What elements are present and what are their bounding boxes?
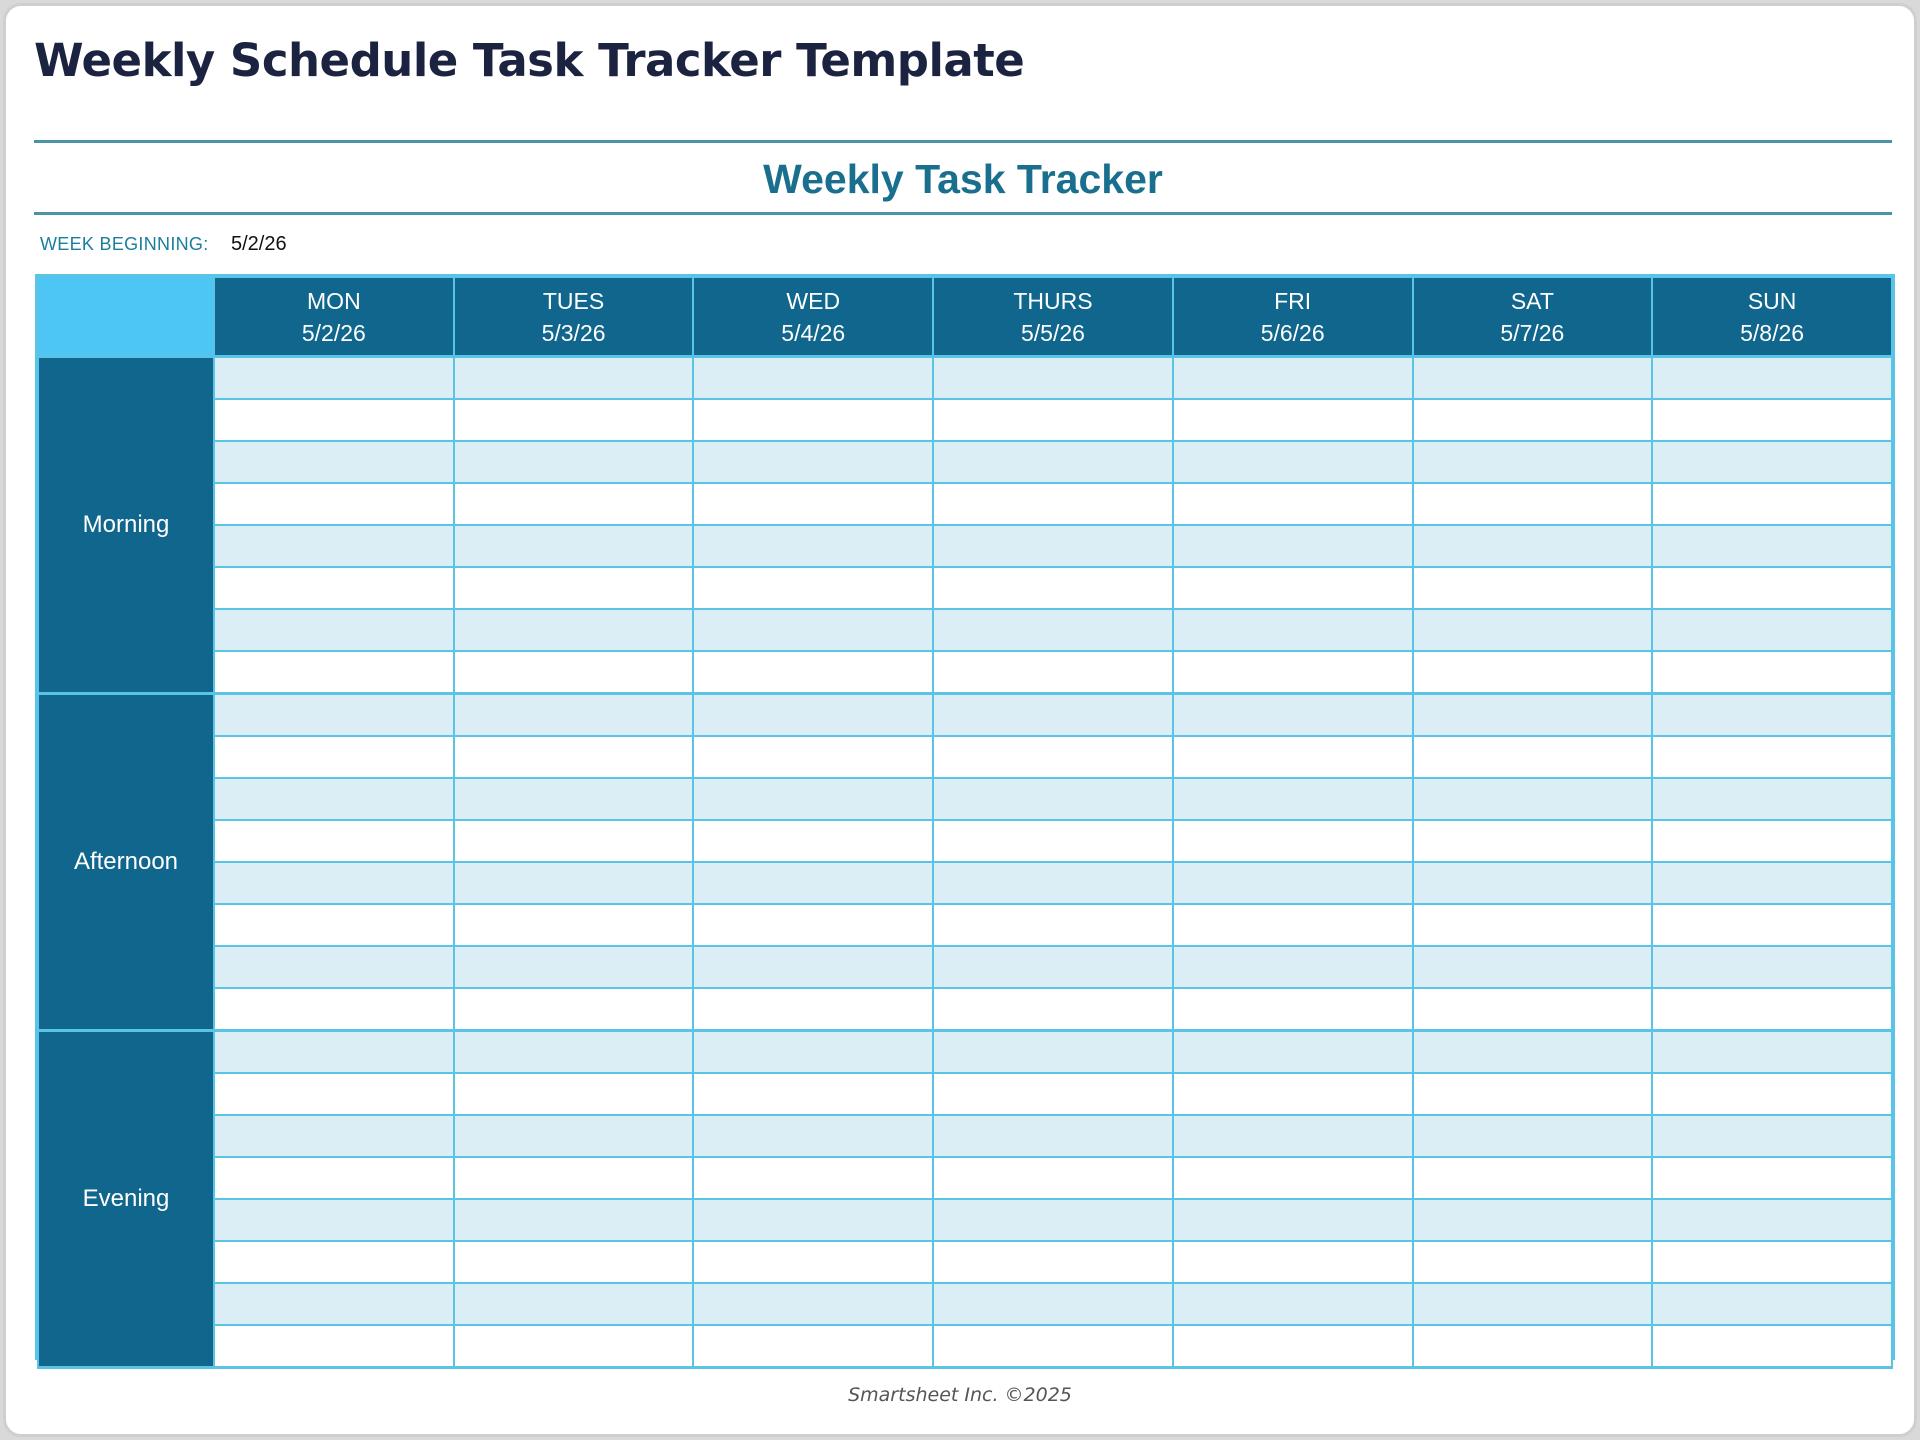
day-name: SAT	[1510, 287, 1554, 314]
day-name: WED	[786, 287, 841, 314]
task-cell-tues[interactable]	[454, 1115, 694, 1157]
task-cell-sun[interactable]	[1652, 1115, 1892, 1157]
task-cell-wed[interactable]	[693, 778, 933, 820]
task-cell-mon[interactable]	[214, 1031, 454, 1074]
task-cell-tues[interactable]	[454, 1325, 694, 1368]
period-label-evening: Evening	[38, 1031, 214, 1368]
task-row	[38, 862, 1892, 904]
task-cell-sat[interactable]	[1413, 567, 1653, 609]
task-cell-wed[interactable]	[693, 736, 933, 778]
day-name: FRI	[1274, 287, 1312, 314]
task-cell-fri[interactable]	[1173, 1283, 1413, 1325]
task-cell-thurs[interactable]	[933, 525, 1173, 567]
task-cell-sat[interactable]	[1413, 778, 1653, 820]
task-cell-thurs[interactable]	[933, 1157, 1173, 1199]
task-row	[38, 904, 1892, 946]
task-row	[38, 1073, 1892, 1115]
task-cell-tues[interactable]	[454, 483, 694, 525]
task-cell-wed[interactable]	[693, 1157, 933, 1199]
task-cell-thurs[interactable]	[933, 778, 1173, 820]
task-cell-sun[interactable]	[1652, 694, 1892, 737]
task-cell-thurs[interactable]	[933, 399, 1173, 441]
task-row	[38, 441, 1892, 483]
task-cell-tues[interactable]	[454, 399, 694, 441]
task-table-body	[38, 357, 1892, 1368]
task-cell-tues[interactable]	[454, 988, 694, 1031]
title-rule-bottom	[34, 212, 1892, 215]
task-cell-wed[interactable]	[693, 1325, 933, 1368]
task-cell-fri[interactable]	[1173, 1199, 1413, 1241]
task-cell-fri[interactable]	[1173, 1241, 1413, 1283]
task-cell-tues[interactable]	[454, 651, 694, 694]
task-cell-thurs[interactable]	[933, 567, 1173, 609]
task-cell-sun[interactable]	[1652, 357, 1892, 400]
task-cell-tues[interactable]	[454, 357, 694, 400]
task-cell-fri[interactable]	[1173, 483, 1413, 525]
task-cell-thurs[interactable]	[933, 820, 1173, 862]
task-cell-fri[interactable]	[1173, 525, 1413, 567]
task-cell-fri[interactable]	[1173, 1115, 1413, 1157]
task-cell-sat[interactable]	[1413, 694, 1653, 737]
task-cell-mon[interactable]	[214, 1157, 454, 1199]
task-cell-thurs[interactable]	[933, 1283, 1173, 1325]
task-cell-fri[interactable]	[1173, 778, 1413, 820]
task-cell-sat[interactable]	[1413, 988, 1653, 1031]
task-cell-sat[interactable]	[1413, 441, 1653, 483]
task-cell-fri[interactable]	[1173, 357, 1413, 400]
day-header-sat	[1413, 277, 1653, 357]
task-cell-tues[interactable]	[454, 609, 694, 651]
task-cell-wed[interactable]	[693, 1283, 933, 1325]
task-cell-mon[interactable]	[214, 399, 454, 441]
task-cell-mon[interactable]	[214, 946, 454, 988]
week-beginning-value[interactable]: 5/2/26	[230, 233, 287, 255]
task-cell-mon[interactable]	[214, 862, 454, 904]
task-cell-sat[interactable]	[1413, 820, 1653, 862]
task-cell-mon[interactable]	[214, 1283, 454, 1325]
task-cell-mon[interactable]	[214, 736, 454, 778]
task-cell-thurs[interactable]	[933, 1073, 1173, 1115]
day-date: 5/7/26	[1500, 319, 1565, 346]
task-cell-wed[interactable]	[693, 862, 933, 904]
task-cell-wed[interactable]	[693, 946, 933, 988]
task-cell-tues[interactable]	[454, 946, 694, 988]
task-cell-sat[interactable]	[1413, 1325, 1653, 1368]
task-cell-mon[interactable]	[214, 1115, 454, 1157]
day-date: 5/8/26	[1740, 319, 1805, 346]
task-cell-tues[interactable]	[454, 1073, 694, 1115]
day-date: 5/5/26	[1020, 319, 1085, 346]
header-corner	[38, 277, 214, 357]
day-date: 5/6/26	[1260, 319, 1325, 346]
task-row	[38, 820, 1892, 862]
task-cell-tues[interactable]	[454, 736, 694, 778]
task-cell-sat[interactable]	[1413, 483, 1653, 525]
task-cell-fri[interactable]	[1173, 862, 1413, 904]
task-cell-tues[interactable]	[454, 778, 694, 820]
task-cell-fri[interactable]	[1173, 441, 1413, 483]
task-cell-sat[interactable]	[1413, 904, 1653, 946]
title-rule-top	[34, 140, 1892, 143]
task-cell-fri[interactable]	[1173, 651, 1413, 694]
task-cell-sun[interactable]	[1652, 736, 1892, 778]
task-cell-mon[interactable]	[214, 820, 454, 862]
day-header-mon	[214, 277, 454, 357]
task-cell-tues[interactable]	[454, 1241, 694, 1283]
day-header-row	[38, 277, 1892, 357]
task-row	[38, 988, 1892, 1031]
day-name: SUN	[1747, 287, 1797, 314]
task-cell-mon[interactable]	[214, 1073, 454, 1115]
task-cell-mon[interactable]	[214, 904, 454, 946]
tracker-title: Weekly Task Tracker	[763, 156, 1163, 202]
document-title: Weekly Schedule Task Tracker Template	[34, 34, 1025, 87]
task-cell-wed[interactable]	[693, 357, 933, 400]
day-name: TUES	[542, 287, 605, 314]
task-row	[38, 357, 1892, 400]
task-cell-sun[interactable]	[1652, 1241, 1892, 1283]
task-cell-wed[interactable]	[693, 1241, 933, 1283]
task-row	[38, 567, 1892, 609]
task-cell-sat[interactable]	[1413, 1199, 1653, 1241]
task-cell-sun[interactable]	[1652, 820, 1892, 862]
template-page	[3, 3, 1917, 1437]
task-cell-wed[interactable]	[693, 1115, 933, 1157]
task-cell-thurs[interactable]	[933, 441, 1173, 483]
task-cell-tues[interactable]	[454, 1199, 694, 1241]
task-cell-thurs[interactable]	[933, 651, 1173, 694]
day-header-fri	[1173, 277, 1413, 357]
task-cell-thurs[interactable]	[933, 483, 1173, 525]
day-name: THURS	[1013, 287, 1093, 314]
task-cell-sun[interactable]	[1652, 1199, 1892, 1241]
task-cell-tues[interactable]	[454, 904, 694, 946]
task-cell-wed[interactable]	[693, 567, 933, 609]
task-cell-thurs[interactable]	[933, 862, 1173, 904]
task-cell-thurs[interactable]	[933, 1031, 1173, 1074]
task-cell-tues[interactable]	[454, 525, 694, 567]
task-cell-fri[interactable]	[1173, 820, 1413, 862]
task-cell-tues[interactable]	[454, 1157, 694, 1199]
task-row	[38, 1199, 1892, 1241]
task-cell-mon[interactable]	[214, 525, 454, 567]
task-cell-fri[interactable]	[1173, 1157, 1413, 1199]
task-cell-tues[interactable]	[454, 1283, 694, 1325]
task-cell-thurs[interactable]	[933, 1115, 1173, 1157]
task-cell-fri[interactable]	[1173, 736, 1413, 778]
task-cell-wed[interactable]	[693, 820, 933, 862]
task-cell-fri[interactable]	[1173, 567, 1413, 609]
task-cell-mon[interactable]	[214, 988, 454, 1031]
task-row	[38, 525, 1892, 567]
period-label-afternoon: Afternoon	[38, 694, 214, 1031]
task-cell-wed[interactable]	[693, 525, 933, 567]
task-cell-sun[interactable]	[1652, 988, 1892, 1031]
task-cell-sun[interactable]	[1652, 862, 1892, 904]
task-cell-sun[interactable]	[1652, 609, 1892, 651]
task-cell-mon[interactable]	[214, 567, 454, 609]
task-cell-wed[interactable]	[693, 694, 933, 737]
task-cell-sun[interactable]	[1652, 1325, 1892, 1368]
day-header-wed	[693, 277, 933, 357]
task-cell-sun[interactable]	[1652, 1283, 1892, 1325]
task-cell-thurs[interactable]	[933, 1325, 1173, 1368]
task-cell-thurs[interactable]	[933, 1199, 1173, 1241]
task-cell-thurs[interactable]	[933, 1241, 1173, 1283]
task-cell-wed[interactable]	[693, 904, 933, 946]
day-date: 5/3/26	[541, 319, 606, 346]
task-cell-wed[interactable]	[693, 988, 933, 1031]
task-cell-thurs[interactable]	[933, 946, 1173, 988]
task-row	[38, 1325, 1892, 1368]
task-cell-fri[interactable]	[1173, 1073, 1413, 1115]
task-cell-sun[interactable]	[1652, 483, 1892, 525]
day-name: MON	[307, 287, 361, 314]
task-cell-fri[interactable]	[1173, 1031, 1413, 1074]
task-row	[38, 736, 1892, 778]
task-row	[38, 778, 1892, 820]
task-cell-sat[interactable]	[1413, 1115, 1653, 1157]
footer-copyright: Smartsheet Inc. ©2025	[848, 1384, 1072, 1406]
task-cell-sat[interactable]	[1413, 862, 1653, 904]
task-cell-sun[interactable]	[1652, 525, 1892, 567]
task-cell-tues[interactable]	[454, 1031, 694, 1074]
task-row	[38, 946, 1892, 988]
task-row	[38, 1031, 1892, 1074]
task-cell-fri[interactable]	[1173, 609, 1413, 651]
task-cell-mon[interactable]	[214, 1325, 454, 1368]
task-cell-mon[interactable]	[214, 778, 454, 820]
task-cell-sat[interactable]	[1413, 525, 1653, 567]
task-cell-mon[interactable]	[214, 1199, 454, 1241]
week-beginning-row	[40, 233, 287, 256]
task-cell-mon[interactable]	[214, 609, 454, 651]
task-cell-sun[interactable]	[1652, 946, 1892, 988]
task-cell-wed[interactable]	[693, 483, 933, 525]
task-cell-tues[interactable]	[454, 567, 694, 609]
task-cell-sat[interactable]	[1413, 1283, 1653, 1325]
task-cell-thurs[interactable]	[933, 357, 1173, 400]
task-cell-wed[interactable]	[693, 609, 933, 651]
task-cell-sat[interactable]	[1413, 399, 1653, 441]
week-beginning-label: WEEK BEGINNING:	[40, 234, 209, 254]
task-cell-wed[interactable]	[693, 1073, 933, 1115]
task-row	[38, 609, 1892, 651]
task-cell-tues[interactable]	[454, 694, 694, 737]
task-cell-wed[interactable]	[693, 441, 933, 483]
task-cell-tues[interactable]	[454, 441, 694, 483]
task-cell-sun[interactable]	[1652, 441, 1892, 483]
task-cell-sun[interactable]	[1652, 651, 1892, 694]
task-cell-thurs[interactable]	[933, 694, 1173, 737]
task-cell-fri[interactable]	[1173, 694, 1413, 737]
task-cell-fri[interactable]	[1173, 946, 1413, 988]
task-cell-fri[interactable]	[1173, 399, 1413, 441]
day-header-sun	[1652, 277, 1892, 357]
task-grid	[35, 274, 1895, 1360]
task-cell-thurs[interactable]	[933, 736, 1173, 778]
task-cell-sun[interactable]	[1652, 778, 1892, 820]
task-cell-wed[interactable]	[693, 1199, 933, 1241]
task-cell-wed[interactable]	[693, 1031, 933, 1074]
task-cell-sun[interactable]	[1652, 904, 1892, 946]
task-cell-thurs[interactable]	[933, 988, 1173, 1031]
task-row	[38, 1241, 1892, 1283]
task-cell-mon[interactable]	[214, 483, 454, 525]
task-cell-sun[interactable]	[1652, 1073, 1892, 1115]
task-row	[38, 1283, 1892, 1325]
task-cell-sat[interactable]	[1413, 946, 1653, 988]
task-cell-mon[interactable]	[214, 694, 454, 737]
task-cell-wed[interactable]	[693, 651, 933, 694]
day-header-tues	[454, 277, 694, 357]
day-date: 5/4/26	[781, 319, 846, 346]
task-cell-mon[interactable]	[214, 1241, 454, 1283]
task-cell-sat[interactable]	[1413, 1241, 1653, 1283]
task-cell-sat[interactable]	[1413, 1031, 1653, 1074]
task-cell-thurs[interactable]	[933, 609, 1173, 651]
task-cell-tues[interactable]	[454, 862, 694, 904]
task-cell-fri[interactable]	[1173, 988, 1413, 1031]
day-header-thurs	[933, 277, 1173, 357]
task-cell-sun[interactable]	[1652, 1031, 1892, 1074]
task-cell-wed[interactable]	[693, 399, 933, 441]
task-cell-sat[interactable]	[1413, 1157, 1653, 1199]
task-row	[38, 694, 1892, 737]
task-cell-sun[interactable]	[1652, 1157, 1892, 1199]
task-row	[38, 651, 1892, 694]
task-cell-mon[interactable]	[214, 651, 454, 694]
task-cell-sat[interactable]	[1413, 1073, 1653, 1115]
task-cell-sat[interactable]	[1413, 357, 1653, 400]
task-row	[38, 1115, 1892, 1157]
task-cell-mon[interactable]	[214, 357, 454, 400]
task-row	[38, 483, 1892, 525]
task-cell-sun[interactable]	[1652, 399, 1892, 441]
task-cell-sun[interactable]	[1652, 567, 1892, 609]
task-cell-sat[interactable]	[1413, 736, 1653, 778]
task-cell-tues[interactable]	[454, 820, 694, 862]
task-cell-fri[interactable]	[1173, 904, 1413, 946]
task-cell-fri[interactable]	[1173, 1325, 1413, 1368]
task-row	[38, 1157, 1892, 1199]
task-cell-sat[interactable]	[1413, 609, 1653, 651]
task-cell-sat[interactable]	[1413, 651, 1653, 694]
day-date: 5/2/26	[301, 319, 366, 346]
task-cell-mon[interactable]	[214, 441, 454, 483]
period-label-morning: Morning	[38, 357, 214, 694]
task-row	[38, 399, 1892, 441]
task-table	[37, 276, 1893, 1369]
task-cell-thurs[interactable]	[933, 904, 1173, 946]
